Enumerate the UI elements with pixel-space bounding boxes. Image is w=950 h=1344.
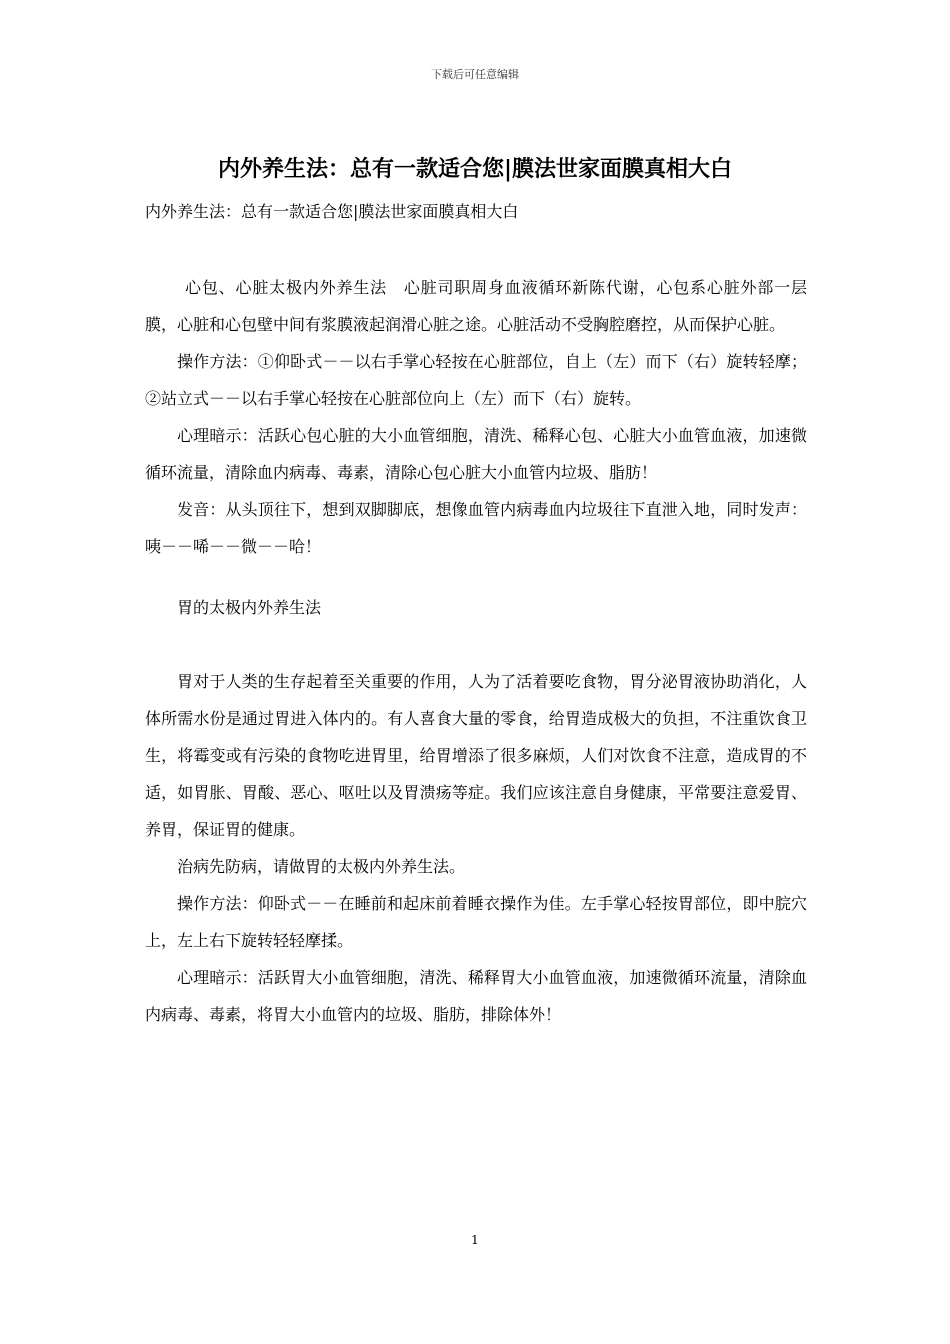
paragraph-stomach-intro: 胃对于人类的生存起着至关重要的作用，人为了活着要吃食物，胃分泌胃液协助消化，人体所需水份是通过胃进入体内的。有人喜食大量的零食，给胃造成极大的负担，不注重饮食卫生，将霉变或有污染的食物吃进胃里，给胃增添了很多麻烦，人们对饮食不注意，造成胃的不适，如胃胀、胃酸、恶心、呕吐以及胃溃疡等症。我们应该注意自身健康，平常要注意爱胃、养胃，保证胃的健康。 xyxy=(145,672,807,839)
blank-line xyxy=(145,565,807,589)
document-body xyxy=(145,269,807,1033)
paragraph-heart-suggestion: 心理暗示：活跃心包心脏的大小血管细胞，清洗、稀释心包、心脏大小血管血液，加速微循环流量，清除血内病毒、毒素，清除心包心脏大小血管内垃圾、脂肪！ xyxy=(145,426,807,482)
document-subtitle: 内外养生法：总有一款适合您|膜法世家面膜真相大白 xyxy=(145,202,519,221)
paragraph-heart-method: 操作方法：①仰卧式－－以右手掌心轻按在心脏部位，自上（左）而下（右）旋转轻摩；②站立式－－以右手掌心轻按在心脏部位向上（左）而下（右）旋转。 xyxy=(145,352,807,408)
document-title: 内外养生法：总有一款适合您|膜法世家面膜真相大白 xyxy=(217,156,732,182)
page-number: 1 xyxy=(471,1233,479,1247)
header-note: 下载后可任意编辑 xyxy=(431,68,519,81)
paragraph-heart-intro: 心包、心脏太极内外养生法 心脏司职周身血液循环新陈代谢，心包系心脏外部一层膜，心脏和心包壁中间有浆膜液起润滑心脏之途。心脏活动不受胸腔磨控，从而保护心脏。 xyxy=(145,278,807,334)
paragraph-stomach-method: 操作方法：仰卧式－－在睡前和起床前着睡衣操作为佳。左手掌心轻按胃部位，即中脘穴上，左上右下旋转轻轻摩揉。 xyxy=(145,894,807,950)
paragraph-stomach-suggestion: 心理暗示：活跃胃大小血管细胞，清洗、稀释胃大小血管血液，加速微循环流量，清除血内病毒、毒素，将胃大小血管内的垃圾、脂肪，排除体外！ xyxy=(145,968,807,1024)
paragraph-heart-voice: 发音：从头顶往下，想到双脚脚底，想像血管内病毒血内垃圾往下直泄入地，同时发声：咦－－唏－－微－－哈！ xyxy=(145,500,807,556)
blank-line xyxy=(145,626,807,663)
section-heading-stomach: 胃的太极内外养生法 xyxy=(177,598,322,617)
paragraph-stomach-prevention: 治病先防病，请做胃的太极内外养生法。 xyxy=(177,857,466,876)
